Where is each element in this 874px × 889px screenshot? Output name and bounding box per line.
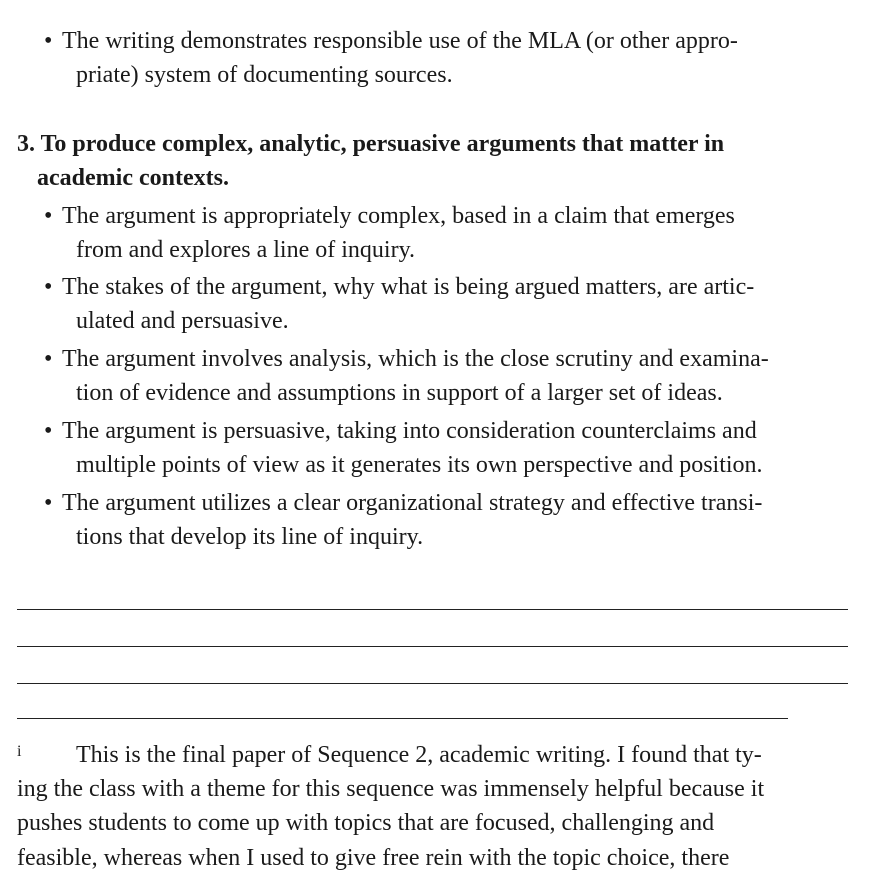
- bullet-line: [44, 24, 738, 58]
- bullet-text-line1: The argument is appropriately complex, based in a claim that emerges: [62, 203, 735, 229]
- rule-line: [17, 609, 848, 610]
- section-heading-line1: 3. To produce complex, analytic, persuasive arguments that matter in: [17, 131, 725, 157]
- footnote-text-line3: pushes students to come up with topics that are focused, challenging and: [17, 810, 715, 836]
- bullet-text-line1: The stakes of the argument, why what is being argued matters, are artic-: [62, 274, 755, 300]
- bullet-text-line2: priate) system of documenting sources.: [76, 62, 453, 88]
- bullet-marker: •: [44, 274, 53, 300]
- bullet-text-line2: from and explores a line of inquiry.: [76, 237, 416, 263]
- footnote-text-line2: ing the class with a theme for this sequence was immensely helpful because it: [17, 776, 765, 802]
- bullet-line: [44, 199, 735, 233]
- section-heading-line2: academic contexts.: [37, 165, 229, 191]
- bullet-line: [44, 414, 757, 448]
- footnote-text-line1: This is the final paper of Sequence 2, academic writing. I found that ty-: [76, 742, 762, 768]
- bullet-line: [44, 342, 769, 376]
- rule-line: [17, 646, 848, 647]
- bullet-text-line2: multiple points of view as it generates its own perspective and position.: [76, 452, 763, 478]
- bullet-marker: •: [44, 490, 53, 516]
- bullet-text-line1: The argument is persuasive, taking into consideration counterclaims and: [62, 418, 757, 444]
- bullet-line: [44, 270, 754, 304]
- footnote-text-line4: feasible, whereas when I used to give free rein with the topic choice, there: [17, 845, 730, 871]
- bullet-text-line1: The writing demonstrates responsible use of the MLA (or other appro-: [62, 28, 738, 54]
- bullet-marker: •: [44, 28, 53, 54]
- bullet-text-line1: The argument utilizes a clear organizational strategy and effective transi-: [62, 490, 763, 516]
- bullet-text-line2: ulated and persuasive.: [76, 308, 289, 334]
- bullet-marker: •: [44, 203, 53, 229]
- bullet-marker: •: [44, 346, 53, 372]
- rule-line: [17, 683, 848, 684]
- bullet-text-line2: tion of evidence and assumptions in support of a larger set of ideas.: [76, 380, 723, 406]
- bullet-text-line1: The argument involves analysis, which is the close scrutiny and examina-: [62, 346, 769, 372]
- rule-line: [17, 718, 788, 719]
- footnote-marker: i: [17, 743, 22, 760]
- bullet-line: [44, 486, 762, 520]
- bullet-marker: •: [44, 418, 53, 444]
- bullet-text-line2: tions that develop its line of inquiry.: [76, 524, 424, 550]
